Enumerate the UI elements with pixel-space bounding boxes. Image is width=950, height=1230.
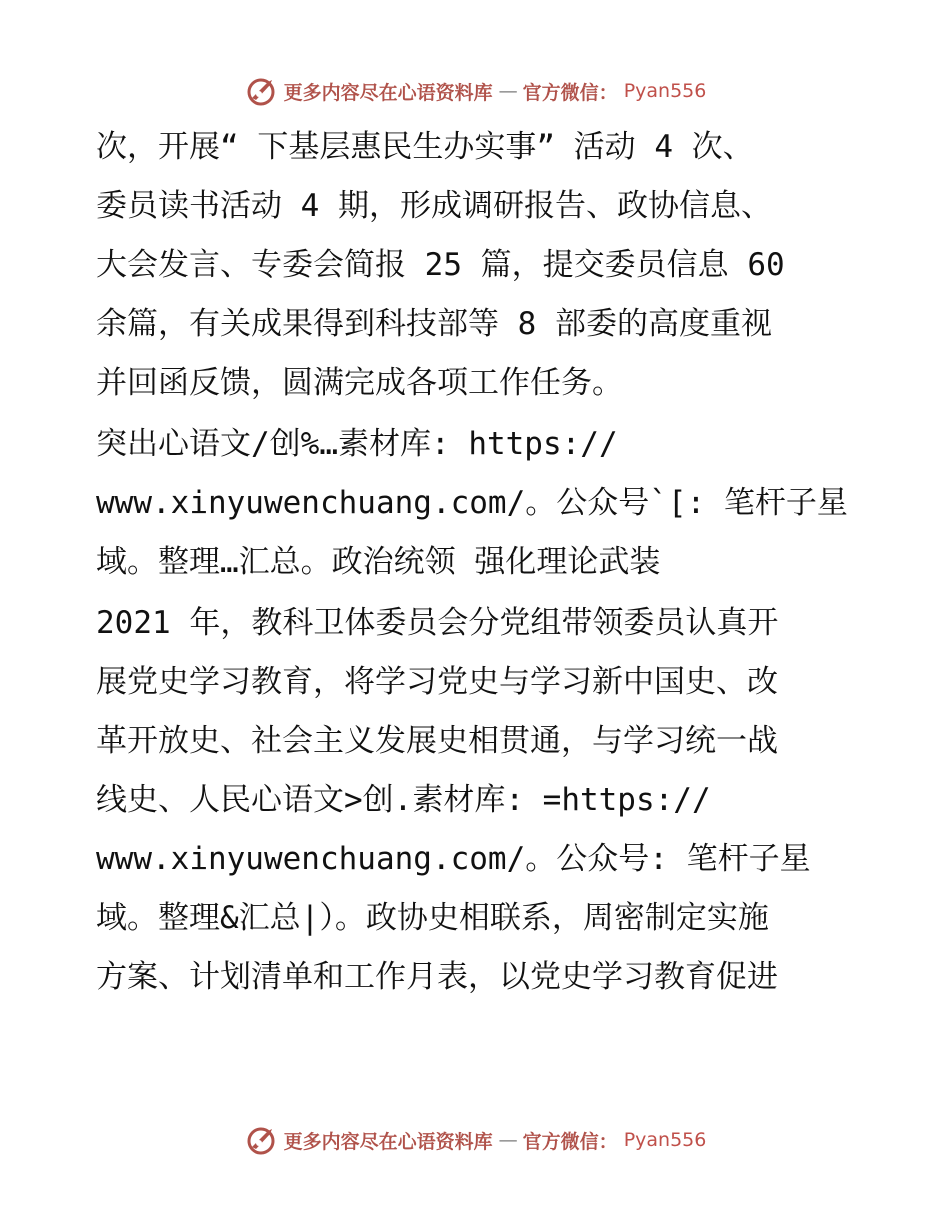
brush-logo-icon bbox=[244, 1123, 278, 1157]
text-line: www.xinyuwenchuang.com/。公众号: 笔杆子星 bbox=[96, 841, 811, 877]
text-line: 方案、计划清单和工作月表，以党史学习教育促进 bbox=[96, 959, 778, 995]
footer-contact-label: 官方微信： bbox=[522, 1130, 618, 1153]
text-line: 次，开展“ 下基层惠民生办实事” 活动 4 次、 bbox=[96, 129, 754, 165]
text-line: 域。整理…汇总。政治统领 强化理论武装 bbox=[96, 544, 661, 580]
document-body bbox=[96, 118, 886, 1007]
text-line: 余篇，有关成果得到科技部等 8 部委的高度重视 bbox=[96, 306, 772, 342]
text-line: 委员读书活动 4 期，形成调研报告、政协信息、 bbox=[96, 188, 772, 224]
header-watermark-banner bbox=[0, 71, 950, 111]
footer-promo-text: 更多内容尽在心语资料库 bbox=[283, 1130, 493, 1153]
text-line: 线史、人民心语文>创.素材库: =https:// bbox=[96, 782, 711, 818]
header-contact-label: 官方微信： bbox=[522, 81, 618, 104]
text-line: 2021 年，教科卫体委员会分党组带领委员认真开 bbox=[96, 605, 779, 641]
footer-wechat-handle: Pyan556 bbox=[623, 1129, 707, 1151]
text-line: 大会发言、专委会简报 25 篇，提交委员信息 60 bbox=[96, 247, 785, 283]
text-line: www.xinyuwenchuang.com/。公众号`[: 笔杆子星 bbox=[96, 485, 848, 521]
footer-watermark-banner bbox=[0, 1120, 950, 1160]
text-line: 突出心语文/创%…素材库: https:// bbox=[96, 426, 618, 462]
footer-separator: — bbox=[498, 1129, 517, 1151]
brush-logo-icon bbox=[244, 74, 278, 108]
text-line: 并回函反馈，圆满完成各项工作任务。 bbox=[96, 365, 623, 401]
text-line: 域。整理&汇总|）。政协史相联系，周密制定实施 bbox=[96, 900, 769, 936]
header-separator: — bbox=[498, 80, 517, 102]
text-line: 革开放史、社会主义发展史相贯通，与学习统一战 bbox=[96, 723, 778, 759]
header-promo-text: 更多内容尽在心语资料库 bbox=[283, 81, 493, 104]
paragraph-1 bbox=[96, 118, 886, 413]
header-wechat-handle: Pyan556 bbox=[623, 80, 707, 102]
text-line: 展党史学习教育，将学习党史与学习新中国史、改 bbox=[96, 664, 778, 700]
paragraph-3 bbox=[96, 594, 886, 1007]
paragraph-2 bbox=[96, 415, 886, 592]
